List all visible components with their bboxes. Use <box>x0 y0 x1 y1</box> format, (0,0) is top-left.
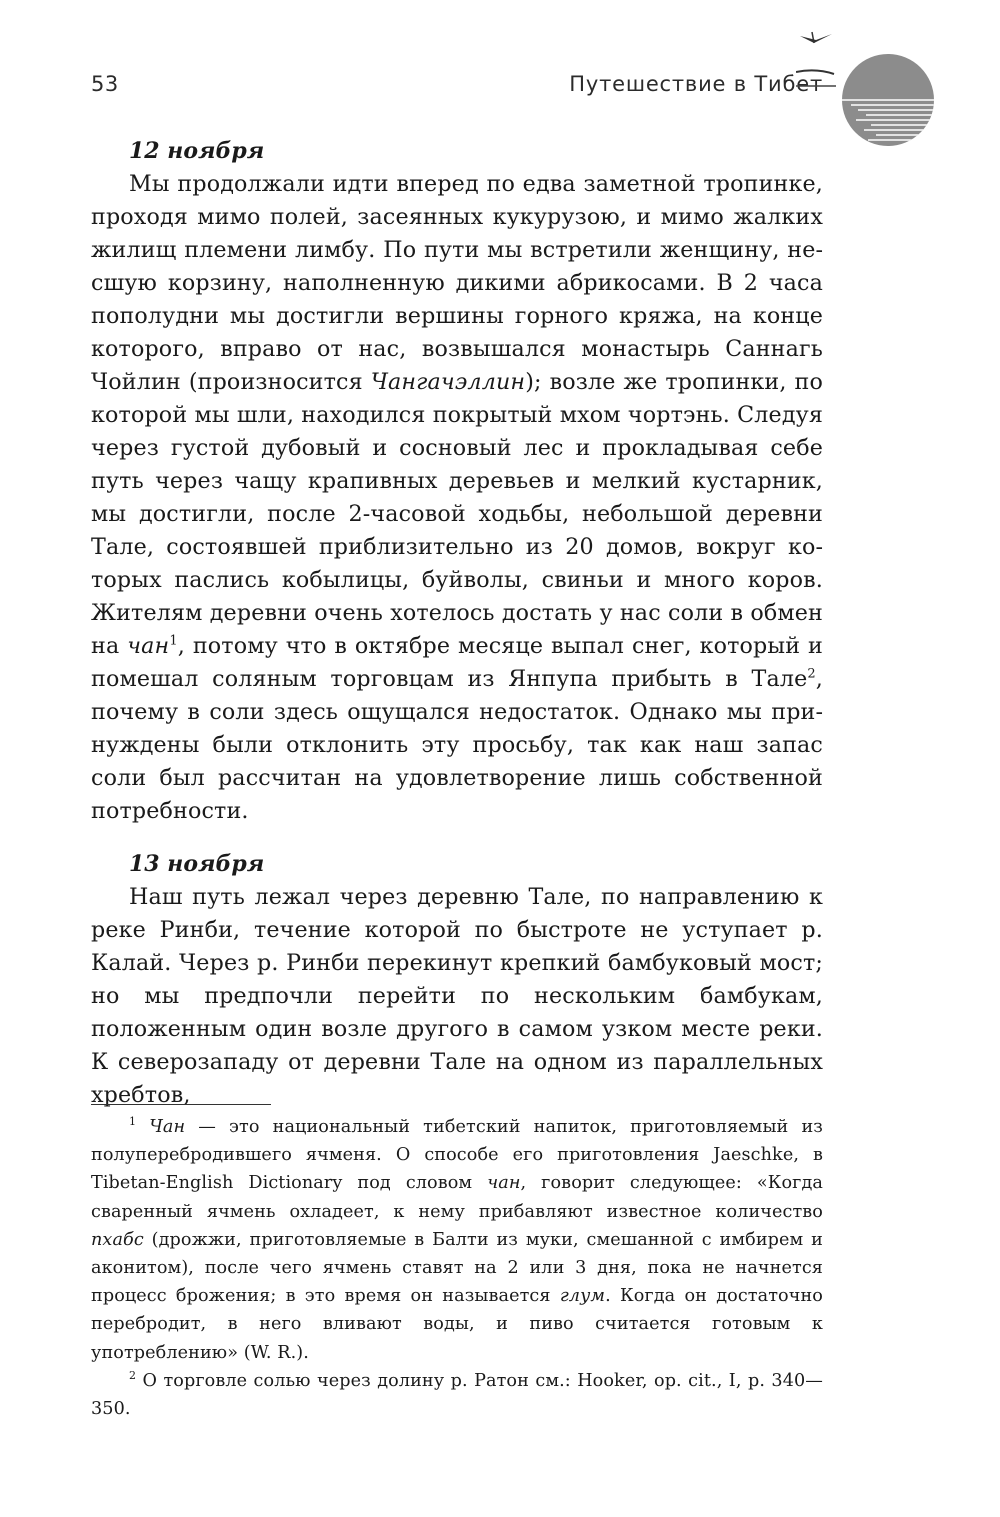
footnote: $^1$ Чан — это национальный тибетский напиток, приготовляемый из полуперебродившего ячменя. О способе его приготовления Jaeschke, в Tibetan-English Dictionary под словом чан, говорит следующее: «Когда сваренный ячмень охладеет, к нему прибавляют известное количество пхабс (дрожжи, приготовляемые в Балти из муки, смешанной с имбирем и аконитом), после чего ячмень ставят на 2 или 3 дня, пока не начнется процесс брожения; в это время он называется глум. Когда он достаточно перебродит, в него вливают воды, и пиво считается готовым к употреблению» (W. R.). <box>91 1115 823 1363</box>
body-paragraph: Мы продолжали идти вперед по едва заметной тропинке, проходя мимо полей, засеянных кукурузою, и мимо жалких жилищ племени лимбу. По пути мы встретили женщину, несшую корзину, наполненную дикими абрикосами. В 2 часа пополудни мы достигли вершины горного кряжа, на конце которого, вправо от нас, возвышался монастырь Саннагь Чойлин (произносится Чангачэллин); возле же тропинки, по которой мы шли, находился покрытый мхом чортэнь. Следуя через густой дубовый и сосновый лес и прокладывая себе путь через чащу крапивных деревьев и мелкий кустарник, мы достигли, после 2-часовой ходьбы, небольшой деревни Тале, состоявшей приблизительно из 20 домов, вокруг которых паслись кобылицы, буйволы, свиньи и много коров. Жителям деревни очень хотелось достать у нас соли в обмен на чан$^1$, потому что в октябре месяце выпал снег, который и помешал соляным торговцам из Янпупа прибыть в Тале$^2$, почему в соли здесь ощущался недостаток. Однако мы принуждены были отклонить эту просьбу, так как наш запас соли был рассчитан на удовлетворение лишь собственной потребности. <box>91 171 823 824</box>
running-header <box>91 62 823 106</box>
footnote: $^2$ О торговле солью через долину р. Ратон см.: Hooker, op. cit., I, p. 340—350. <box>91 1368 823 1420</box>
page-number: 53 <box>91 72 119 96</box>
footnote-marker: 1 <box>129 1115 137 1129</box>
date-heading: 12 ноября <box>129 138 265 164</box>
body-paragraph: Наш путь лежал через деревню Тале, по направлению к реке Ринби, течение которой по быстроте не уступает р. Калай. Через р. Ринби перекинут крепкий бамбуковый мост; но мы предпочли перейти по нескольким бамбукам, положенным один возле другого в самом узком месте реки. К северозападу от деревни Тале на одном из параллельных хребтов, <box>91 884 823 1108</box>
footnote-marker: 2 <box>129 1368 137 1382</box>
footnote-ref[interactable]: 1 <box>169 633 178 649</box>
page-body <box>91 135 823 1112</box>
date-heading: 13 ноября <box>129 851 265 877</box>
footnotes <box>91 1113 823 1423</box>
running-title: Путешествие в Тибет <box>569 72 823 96</box>
footnote-divider <box>91 1104 271 1105</box>
footnote-ref[interactable]: 2 <box>807 666 816 682</box>
sun-and-bird-emblem-icon <box>796 26 946 148</box>
